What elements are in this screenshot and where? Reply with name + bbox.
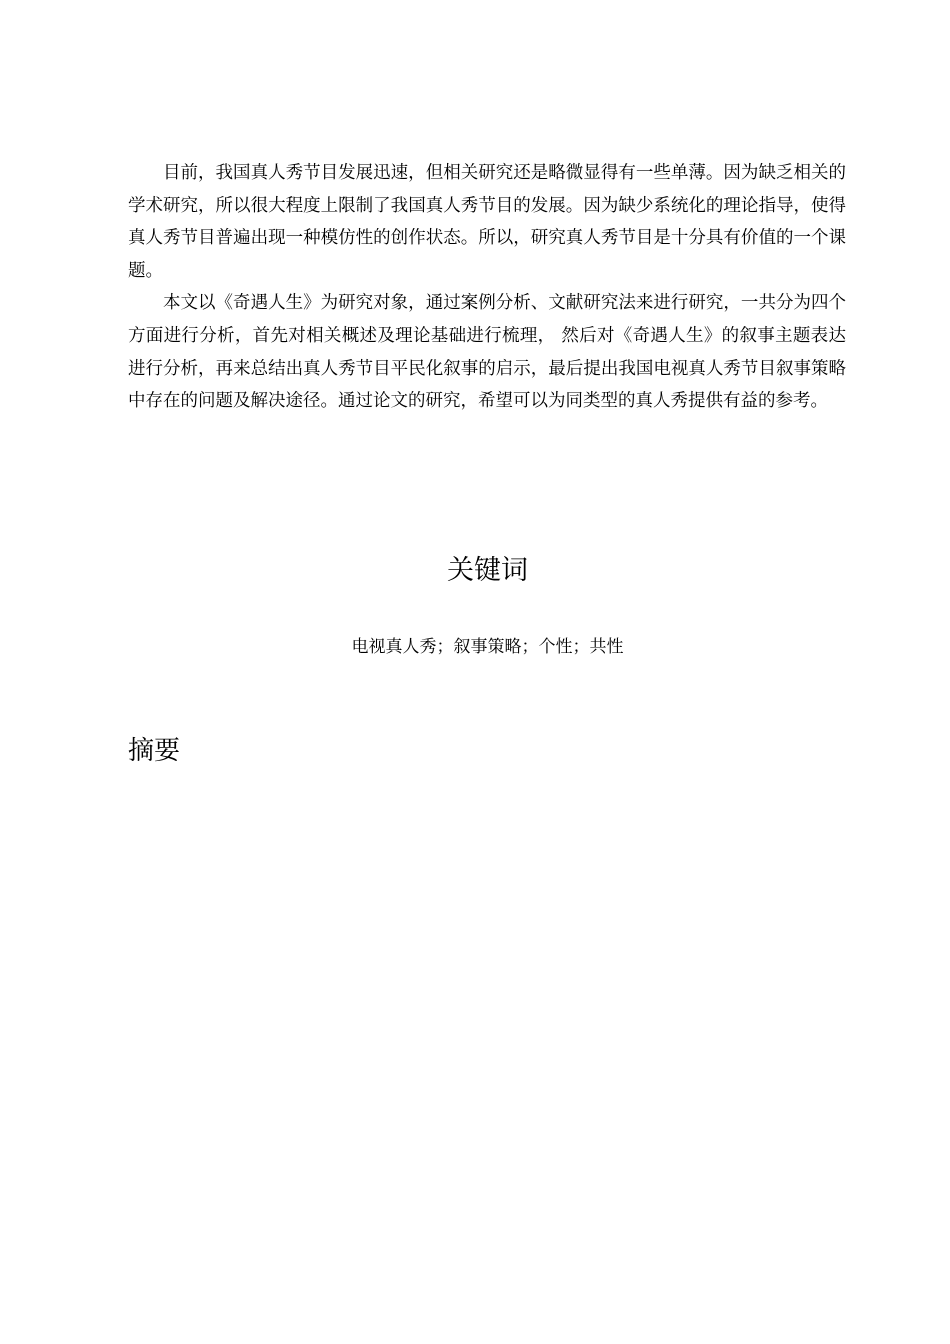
keywords-list: 电视真人秀；叙事策略；个性；共性 — [351, 637, 624, 657]
body-paragraph-2: 本文以《奇遇人生》为研究对象，通过案例分析、文献研究法来进行研究，一共分为四个方面进行分析，首先对相关概述及理论基础进行梳理， 然后对《奇遇人生》的叙事主题表达进行分析，再来总结出真人秀节目平民化叙事的启示，最后提出我国电视真人秀节目叙事策略中存在的问题及解决途径。通过论文的研究，希望可以为同类型的真人秀提供有益的参考。 — [128, 293, 846, 412]
keywords-heading: 关键词 — [447, 555, 528, 586]
abstract-body — [128, 157, 846, 418]
abstract-heading: 摘要 — [128, 736, 181, 766]
body-paragraph-1: 目前，我国真人秀节目发展迅速，但相关研究还是略微显得有一些单薄。因为缺乏相关的学术研究，所以很大程度上限制了我国真人秀节目的发展。因为缺少系统化的理论指导，使得真人秀节目普遍出现一种模仿性的创作状态。所以，研究真人秀节目是十分具有价值的一个课题。 — [128, 163, 846, 281]
